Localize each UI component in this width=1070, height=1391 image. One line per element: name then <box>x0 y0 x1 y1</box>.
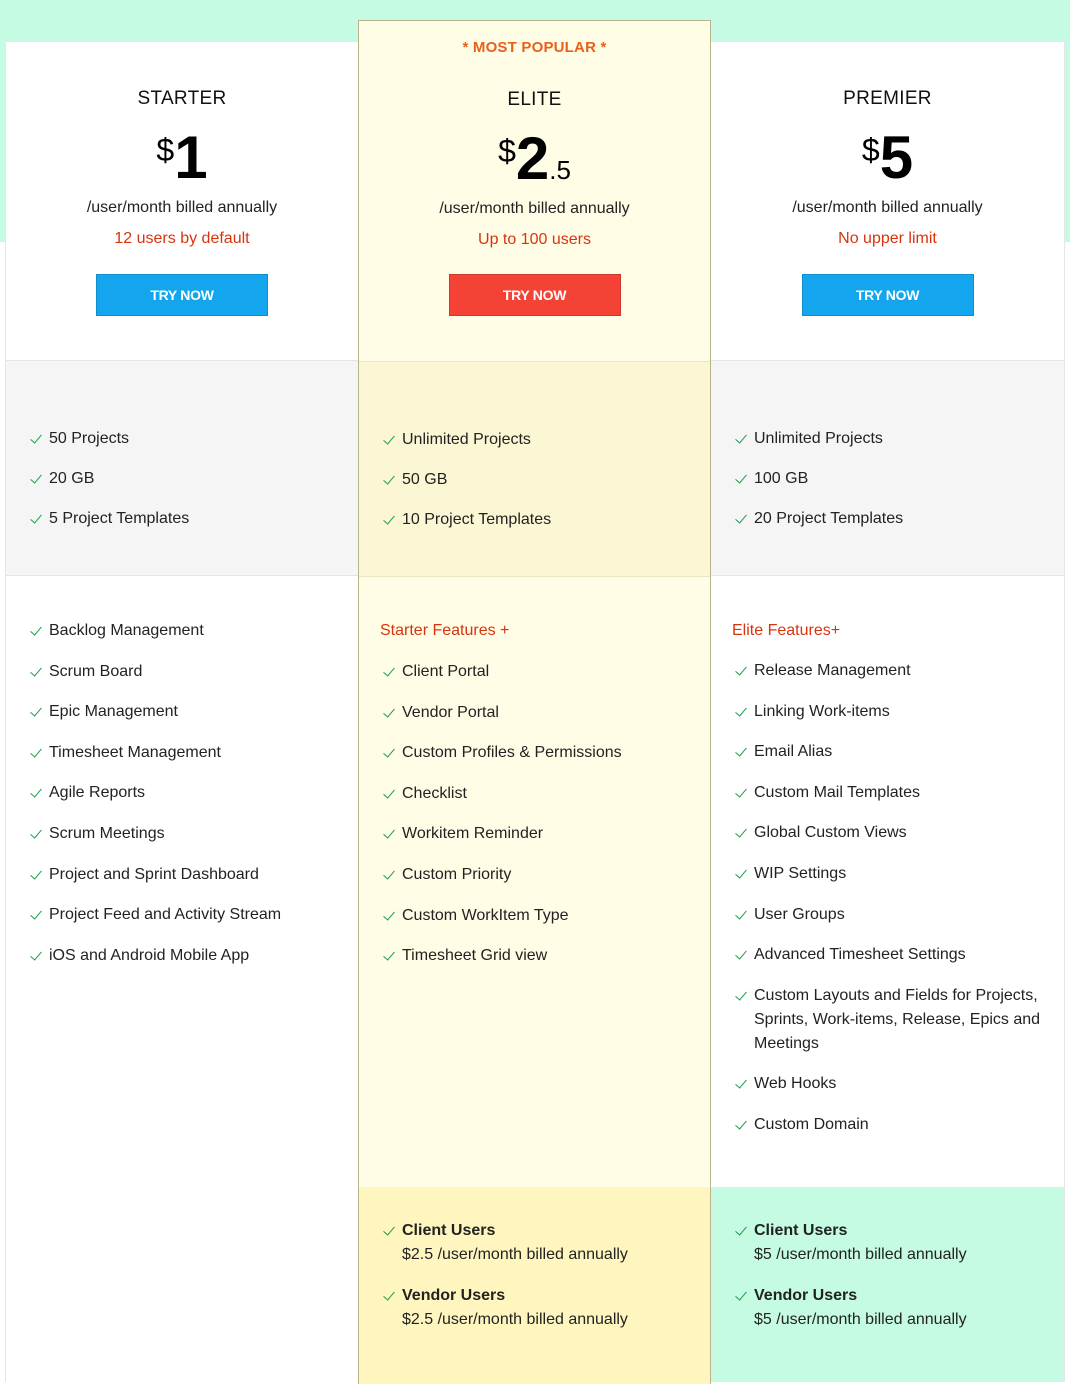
check-icon <box>28 510 42 528</box>
basics-band <box>359 361 710 577</box>
addon-vendor-users <box>359 1284 710 1332</box>
list-item: 50 Projects <box>6 427 358 451</box>
user-limit: Up to 100 users <box>478 231 591 248</box>
check-icon <box>381 907 395 925</box>
check-icon <box>733 1222 747 1240</box>
most-popular-badge: * MOST POPULAR * <box>462 39 607 56</box>
try-now-button-starter[interactable]: TRY NOW <box>96 274 268 316</box>
features-list <box>6 619 358 968</box>
addon-name: Client Users <box>711 1219 1064 1243</box>
list-item: Custom WorkItem Type <box>359 904 710 928</box>
check-icon <box>733 784 747 802</box>
list-item: Advanced Timesheet Settings <box>711 943 1050 967</box>
list-item: Custom Layouts and Fields for Projects, Sprints, Work-items, Release, Epics and Meetings <box>711 984 1050 1056</box>
check-icon <box>733 946 747 964</box>
basics-band <box>6 360 358 576</box>
check-icon <box>28 906 42 924</box>
price-decimal: .5 <box>549 155 571 185</box>
plan-price <box>711 124 1064 191</box>
plan-header <box>359 21 710 361</box>
plan-name: ELITE <box>507 89 562 110</box>
list-item: WIP Settings <box>711 862 1050 886</box>
check-icon <box>381 1287 395 1305</box>
basics-band <box>711 360 1064 576</box>
list-item: Web Hooks <box>711 1072 1050 1096</box>
addon-users-section <box>359 1187 710 1384</box>
price-currency: $ <box>498 133 516 169</box>
price-amount: 5 <box>879 124 914 191</box>
plan-header <box>711 42 1064 360</box>
list-item: Scrum Board <box>6 660 358 684</box>
addon-client-users <box>711 1219 1064 1267</box>
list-item: Checklist <box>359 782 710 806</box>
check-icon <box>733 662 747 680</box>
list-item: Unlimited Projects <box>359 428 710 452</box>
check-icon <box>733 430 747 448</box>
check-icon <box>381 785 395 803</box>
check-icon <box>28 622 42 640</box>
list-item: Release Management <box>711 659 1050 683</box>
list-item: Epic Management <box>6 700 358 724</box>
check-icon <box>28 470 42 488</box>
addon-vendor-users <box>711 1284 1064 1332</box>
list-item: Custom Profiles & Permissions <box>359 741 710 765</box>
check-icon <box>381 511 395 529</box>
addon-users-section <box>711 1187 1064 1382</box>
list-item: Custom Priority <box>359 863 710 887</box>
check-icon <box>28 430 42 448</box>
plan-card-premier <box>711 42 1065 1382</box>
check-icon <box>733 987 747 1005</box>
plan-name: STARTER <box>137 88 227 109</box>
list-item: User Groups <box>711 903 1050 927</box>
check-icon <box>28 825 42 843</box>
billing-note: /user/month billed annually <box>439 200 630 217</box>
list-item: Custom Domain <box>711 1113 1050 1137</box>
check-icon <box>381 1222 395 1240</box>
price-currency: $ <box>861 132 880 168</box>
check-icon <box>381 866 395 884</box>
plan-card-elite <box>358 20 711 1384</box>
addon-price: $5 /user/month billed annually <box>754 1246 967 1263</box>
addon-name: Vendor Users <box>359 1284 710 1308</box>
list-item: Client Portal <box>359 660 710 684</box>
list-item: Agile Reports <box>6 781 358 805</box>
addon-price: $5 /user/month billed annually <box>754 1311 967 1328</box>
plan-price <box>6 124 358 191</box>
list-item: Global Custom Views <box>711 821 1050 845</box>
list-item: Project and Sprint Dashboard <box>6 863 358 887</box>
plan-card-starter <box>5 42 358 1382</box>
plan-name: PREMIER <box>843 88 932 109</box>
list-item: 20 GB <box>6 467 358 491</box>
addon-price: $2.5 /user/month billed annually <box>402 1311 628 1328</box>
features-heading: Elite Features+ <box>732 622 841 639</box>
list-item: Email Alias <box>711 740 1050 764</box>
features-heading: Starter Features + <box>380 622 510 639</box>
user-limit: No upper limit <box>838 230 937 247</box>
list-item: iOS and Android Mobile App <box>6 944 358 968</box>
check-icon <box>733 1075 747 1093</box>
check-icon <box>381 704 395 722</box>
price-currency: $ <box>156 132 175 168</box>
addon-name: Client Users <box>359 1219 710 1243</box>
list-item: Project Feed and Activity Stream <box>6 903 358 927</box>
check-icon <box>381 744 395 762</box>
list-item: 50 GB <box>359 468 710 492</box>
user-limit: 12 users by default <box>114 230 250 247</box>
list-item: Scrum Meetings <box>6 822 358 846</box>
list-item: Vendor Portal <box>359 701 710 725</box>
check-icon <box>28 866 42 884</box>
check-icon <box>28 947 42 965</box>
price-amount: 2 <box>515 125 550 192</box>
check-icon <box>733 824 747 842</box>
check-icon <box>28 663 42 681</box>
plan-price <box>359 125 710 192</box>
list-item: Timesheet Management <box>6 741 358 765</box>
addon-price: $2.5 /user/month billed annually <box>402 1246 628 1263</box>
check-icon <box>733 743 747 761</box>
basics-list <box>359 428 710 532</box>
basics-list <box>711 427 1064 531</box>
list-item: Timesheet Grid view <box>359 944 710 968</box>
billing-note: /user/month billed annually <box>86 199 278 216</box>
try-now-button-premier[interactable]: TRY NOW <box>802 274 974 316</box>
list-item: Unlimited Projects <box>711 427 1064 451</box>
list-item: Custom Mail Templates <box>711 781 1050 805</box>
list-item: 5 Project Templates <box>6 507 358 531</box>
features-list <box>359 660 710 968</box>
check-icon <box>381 947 395 965</box>
check-icon <box>733 703 747 721</box>
list-item: Workitem Reminder <box>359 822 710 846</box>
list-item: 20 Project Templates <box>711 507 1064 531</box>
check-icon <box>28 744 42 762</box>
plan-header <box>6 42 358 360</box>
check-icon <box>381 825 395 843</box>
billing-note: /user/month billed annually <box>792 199 983 216</box>
addon-name: Vendor Users <box>711 1284 1064 1308</box>
check-icon <box>733 906 747 924</box>
features-list <box>711 659 1064 1137</box>
list-item: Backlog Management <box>6 619 358 643</box>
check-icon <box>381 431 395 449</box>
check-icon <box>28 703 42 721</box>
check-icon <box>733 865 747 883</box>
check-icon <box>733 1287 747 1305</box>
check-icon <box>733 470 747 488</box>
list-item: Linking Work-items <box>711 700 1050 724</box>
addon-client-users <box>359 1219 710 1267</box>
check-icon <box>381 471 395 489</box>
check-icon <box>381 663 395 681</box>
list-item: 10 Project Templates <box>359 508 710 532</box>
check-icon <box>733 510 747 528</box>
check-icon <box>28 784 42 802</box>
try-now-button-elite[interactable]: TRY NOW <box>449 274 621 316</box>
list-item: 100 GB <box>711 467 1064 491</box>
price-amount: 1 <box>174 124 208 191</box>
check-icon <box>733 1116 747 1134</box>
basics-list <box>6 427 358 531</box>
